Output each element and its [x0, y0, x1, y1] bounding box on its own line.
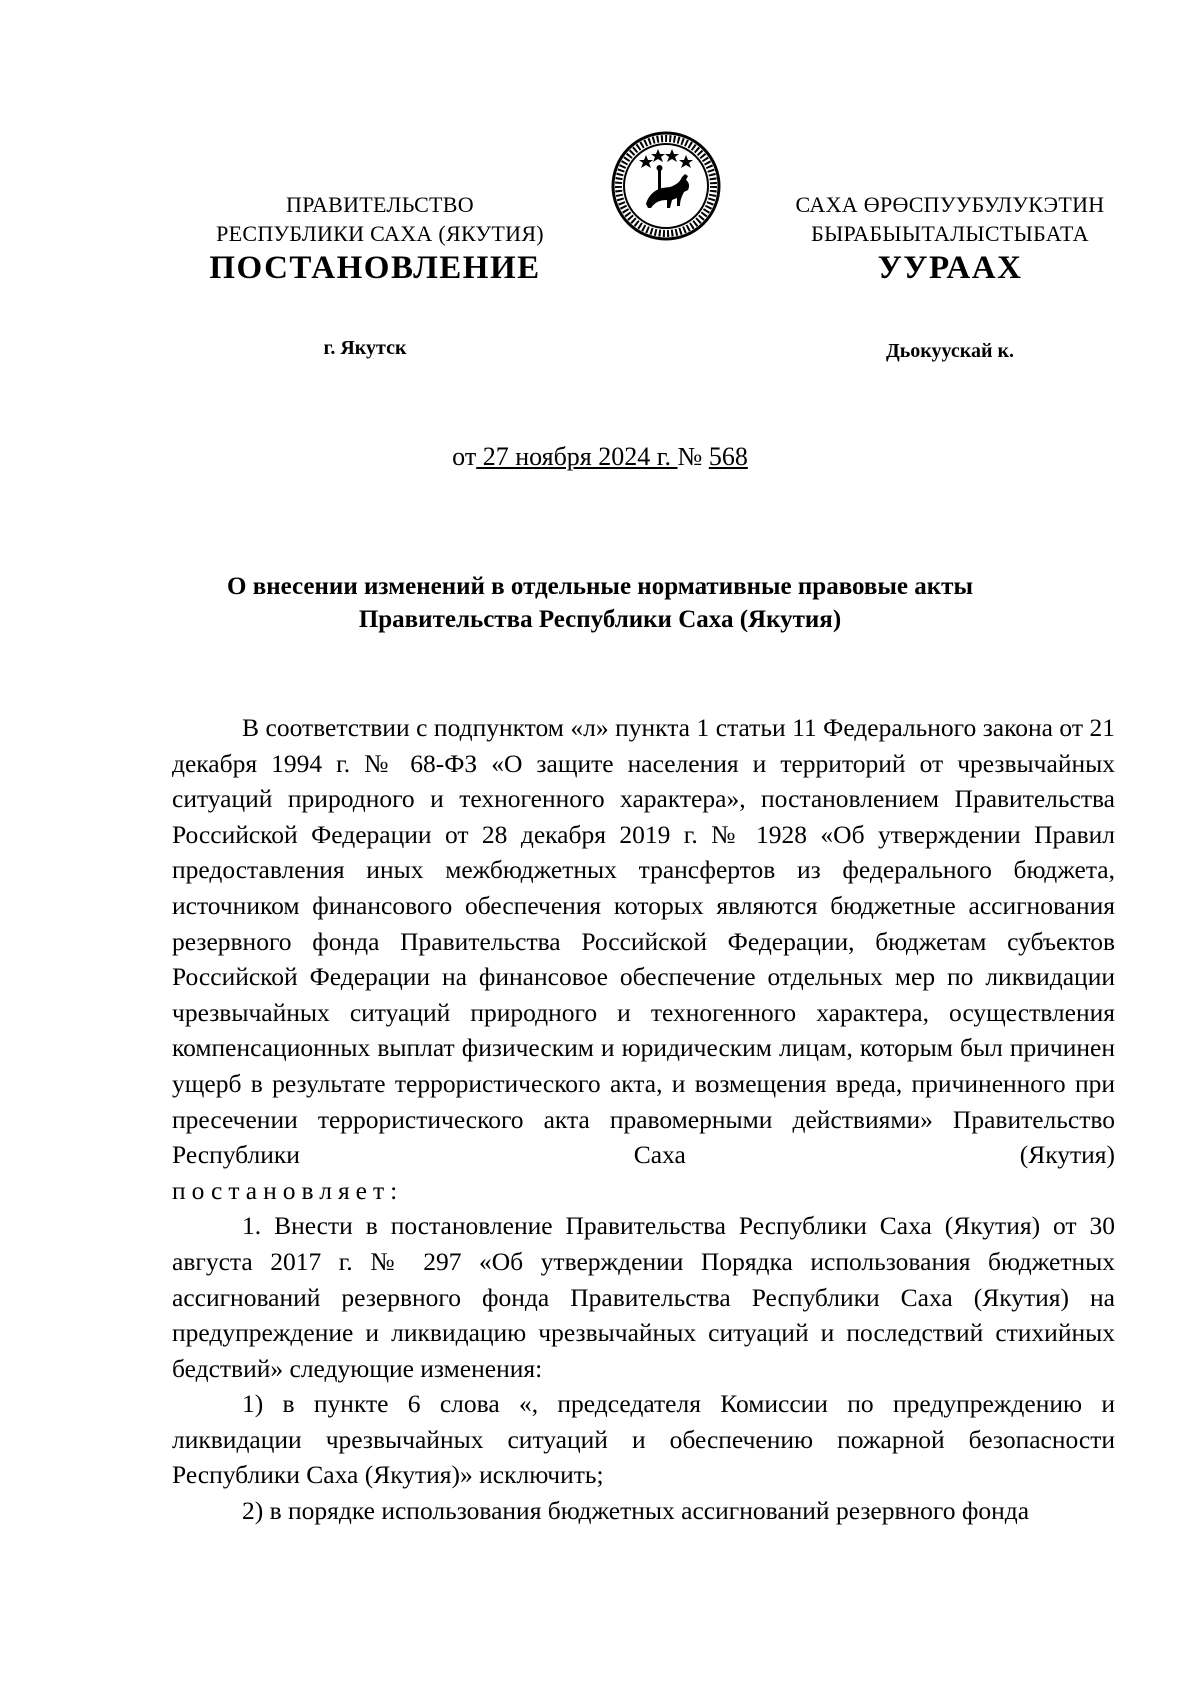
city-yakut: Дьокуускай к.: [885, 340, 1015, 362]
item-1-1-paragraph: 1) в пункте 6 слова «, председателя Комиссии по предупреждению и ликвидации чрезвычайных ситуаций и обеспечению пожарной безопасности Республики Саха (Якутия)» исключить;: [172, 1389, 1115, 1490]
issuer-line-1-yakut: САХА ӨРӨСПУУБУЛУКЭТИН: [795, 192, 1105, 217]
resolves-word: постановляет:: [172, 1175, 404, 1205]
issuer-line-1: ПРАВИТЕЛЬСТВО: [286, 192, 474, 217]
date-number-line: [0, 442, 1200, 472]
issuer-name-yakut: [740, 190, 1160, 248]
issuer-line-2-yakut: БЫРАБЫЫТАЛЫСТЫБАТА: [811, 221, 1089, 246]
coat-of-arms-icon: [610, 130, 722, 242]
city-russian: г. Якутск: [323, 337, 407, 359]
number-sign: №: [677, 442, 709, 471]
document-body: [172, 710, 1115, 1529]
item-1-2-paragraph: 2) в порядке использования бюджетных ассигнований резервного фонда: [242, 1496, 1030, 1526]
title-line-2: Правительства Республики Саха (Якутия): [358, 606, 842, 633]
title-line-1: О внесении изменений в отдельные нормативные правовые акты: [227, 573, 973, 600]
issuer-line-2: РЕСПУБЛИКИ САХА (ЯКУТИЯ): [216, 221, 544, 246]
date-prefix: от: [452, 442, 477, 471]
preamble-paragraph: В соответствии с подпунктом «л» пункта 1 статьи 11 Федерального закона от 21 декабря 1994 г. № 68-ФЗ «О защите населения и территорий от чрезвычайных ситуаций природного и техногенного характера», постановлением Правительства Российской Федерации от 28 декабря 2019 г. № 1928 «Об утверждении Правил предоставления иных межбюджетных трансфертов из федерального бюджета, источником финансового обеспечения которых являются бюджетные ассигнования резервного фонда Правительства Российской Федерации, бюджетам субъектов Российской Федерации на финансовое обеспечение отдельных мер по ликвидации чрезвычайных ситуаций природного и техногенного характера, осуществления компенсационных выплат физическим и юридическим лицам, которым был причинен ущерб в результате террористического акта, и возмещения вреда, причиненного при пресечении террористического акта правомерными действиями» Правительство Республики Саха (Якутия): [172, 713, 1115, 1170]
document-number: 568: [708, 442, 748, 471]
document-date: 27 ноября 2024 г.: [476, 442, 678, 471]
doc-type-russian: ПОСТАНОВЛЕНИЕ: [209, 250, 541, 286]
issuer-name-russian: [170, 190, 590, 248]
document-title: [150, 570, 1050, 636]
doc-type-yakut: УУРААХ: [877, 250, 1023, 286]
item-1-paragraph: 1. Внести в постановление Правительства Республики Саха (Якутия) от 30 августа 2017 г. № 297 «Об утверждении Порядка использования бюджетных ассигнований резервного фонда Правительства Республики Саха (Якутия) на предупреждение и ликвидацию чрезвычайных ситуаций и последствий стихийных бедствий» следующие изменения:: [172, 1211, 1115, 1383]
